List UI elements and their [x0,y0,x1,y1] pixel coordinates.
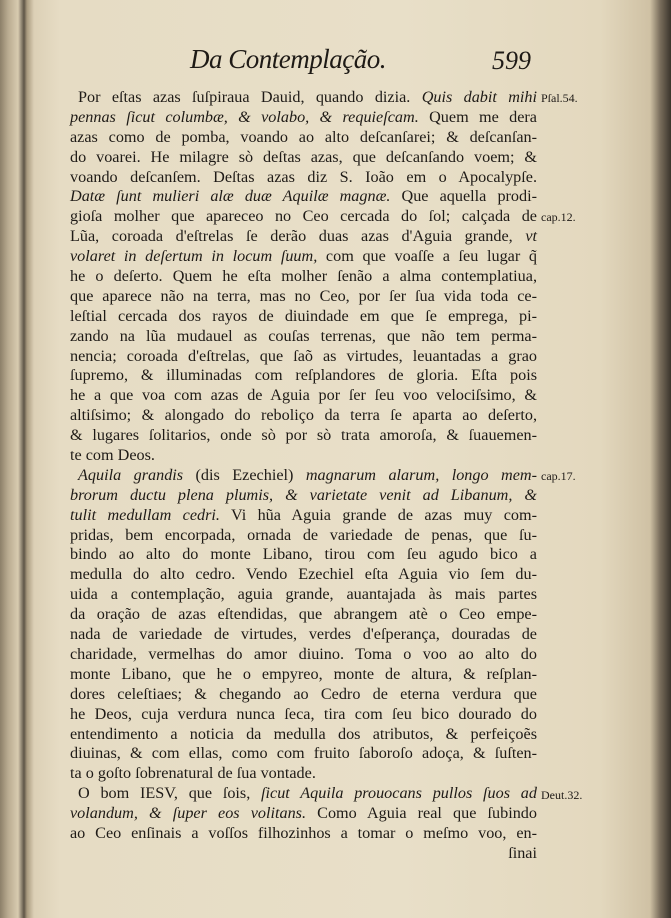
text-line [70,247,537,267]
text-segment: O bom IESV, que ſois, [78,784,262,803]
text-line [70,744,537,764]
latin-quotation: volaret in deſertum in locum ſuum, [70,247,318,266]
text-segment: he a que voa com azas de Aguia por ſer ſeu voo velociſsimo, & [70,386,537,405]
text-line [70,804,537,824]
text-segment: uida a contemplação, aguia grande, auantajada às mais partes [70,585,537,604]
text-line [70,645,537,665]
latin-quotation: Datæ ſunt mulieri alæ duæ Aquilæ magnæ. [70,187,391,206]
text-line [70,128,537,148]
text-line [70,764,537,784]
text-line [70,605,537,625]
text-segment: he o deſerto. Quem he eſta molher ſenão a alma contemplatiua, [70,267,537,286]
text-segment: charidade, vermelhas do amor diuino. Toma o voo ao alto do [70,644,537,663]
text-line [70,227,537,247]
text-segment: Como Aguia real que ſubindo [306,804,537,823]
text-segment: he Deos, cuja verdura nunca ſeca, tira com ſeu bico dourado do [70,704,537,723]
text-line [70,685,537,705]
text-line [70,625,537,645]
text-segment: Vi hũa Aguia grande de azas muy com- [219,505,537,524]
text-line [70,426,537,446]
text-segment: Por eſtas azas ſuſpiraua Dauid, quando dizia. [78,88,422,106]
text-segment: Lũa, coroada d'eſtrelas ſe derão duas azas d'Aguia grande, [70,227,526,246]
text-line [70,585,537,605]
text-line [70,287,537,307]
text-segment: azas como de pomba, voando ao alto deſcanſarei; & deſcanſan- [70,127,537,146]
text-line [70,665,537,685]
text-segment: da oração de azas eſtendidas, que abrangem atè o Ceo empe- [70,605,537,624]
text-segment: entendimento a noticia da medulla dos atributos, & perfeiçoẽs [70,724,537,743]
text-segment: do voarei. He milagre sò deſtas azas, que deſcanſando voem; & [70,147,537,166]
text-line [70,446,537,466]
latin-quotation: brorum ductu plena plumis, & varietate venit ad Libanum, & [70,485,537,504]
text-line [70,725,537,745]
text-segment: & lugares ſolitarios, onde sò por sò trata amoroſa, & ſuauemen- [70,426,537,445]
text-segment: leſtial cercada dos rayos de diuindade em que ſe emprega, pi- [70,306,537,325]
text-line [70,466,537,486]
text-line [70,327,537,347]
text-line [70,267,537,287]
latin-quotation: vt [525,227,537,246]
text-line [70,565,537,585]
latin-quotation: volandum, & ſuper eos volitans. [70,804,307,823]
text-line [70,506,537,526]
text-line [70,168,537,188]
text-line [70,148,537,168]
text-line [70,486,537,506]
margin-note: Pſal.54. [541,91,578,105]
text-line [70,88,537,108]
text-segment: Quem me dera [418,107,537,126]
text-segment: gioſa molher que apareceo no Ceo cercada do ſol; calçada de [70,207,537,226]
text-segment: medulla do alto cedro. Vendo Ezechiel eſta Aguia vio ſem du- [70,565,537,584]
text-line [70,366,537,386]
text-segment: com que voaſſe a ſeu lugar q̃ [317,247,537,266]
catchword [70,844,537,864]
text-line [70,386,537,406]
text-segment: ſinai [508,843,537,862]
latin-quotation: pennas ſicut columbæ, & volabo, & requieſcam. [70,107,419,126]
running-head-title: Da Contemplação. [190,44,386,74]
text-line [70,705,537,725]
text-segment: bindo ao alto do monte Libano, tirou com ſeu agudo bico a [70,545,537,564]
text-line [70,307,537,327]
margin-note: cap.17. [541,469,576,484]
text-line [70,526,537,546]
latin-quotation: magnarum alarum, longo mem- [305,465,537,484]
text-segment: monte Libano, que he o empyreo, monte de altura, & reſplan- [70,664,537,683]
text-line [70,347,537,367]
text-segment: altiſsimo; & alongado do reboliço da terra ſe aparta ao deſerto, [70,406,537,425]
latin-quotation: ſicut Aquila prouocans pullos ſuos ad [261,784,537,803]
text-segment: ſupremo, & illuminadas com reſplandores de gloria. Eſta pois [70,366,537,385]
text-line [70,784,537,804]
text-segment: que aparece não na terra, mas no Ceo, por ſer ſua vida toda ce- [70,286,537,305]
page-number: 599 [492,46,531,75]
latin-quotation: tulit medullam cedri. [70,505,220,524]
text-line [70,545,537,565]
text-segment: pridas, bem encorpada, ornada de variedade de penas, que ſu- [70,525,537,544]
text-line [70,108,537,128]
text-segment: zando na lũa mudauel as couſas terrenas, que não tem perma- [70,326,537,345]
latin-quotation: Quis dabit mihi [421,88,538,106]
text-line [70,187,537,207]
text-segment: ao Ceo enſinais a voſſos filhozinhos a tomar o meſmo voo, en- [70,823,537,842]
text-segment: Que aquella prodi- [390,187,537,206]
text-line [70,824,537,844]
text-segment: voando deſcanſem. Deſtas azas diz S. Ioão em o Apocalypſe. [70,167,537,186]
margin-note: cap.12. [541,210,576,225]
text-segment: diuinas, & com ellas, como com fruito ſaboroſo adoça, & ſuſten- [70,744,537,763]
text-segment: nada de variedade de virtudes, verdes d'eſperança, douradas de [70,625,537,644]
latin-quotation: Aquila grandis [78,465,184,484]
text-line [70,406,537,426]
body-text [70,88,537,864]
text-segment: (dis Ezechiel) [183,465,306,484]
text-segment: nencia; coroada d'eſtrelas, que ſaõ as virtudes, leuantadas a grao [70,346,537,365]
text-segment: ta o goſto ſobrenatural de ſua vontade. [70,764,316,783]
text-segment: te com Deos. [70,446,155,465]
text-line [70,207,537,227]
margin-note: Deut.32. [541,787,583,802]
text-segment: dores celeſtiaes; & chegando ao Cedro de eterna verdura que [70,684,537,703]
